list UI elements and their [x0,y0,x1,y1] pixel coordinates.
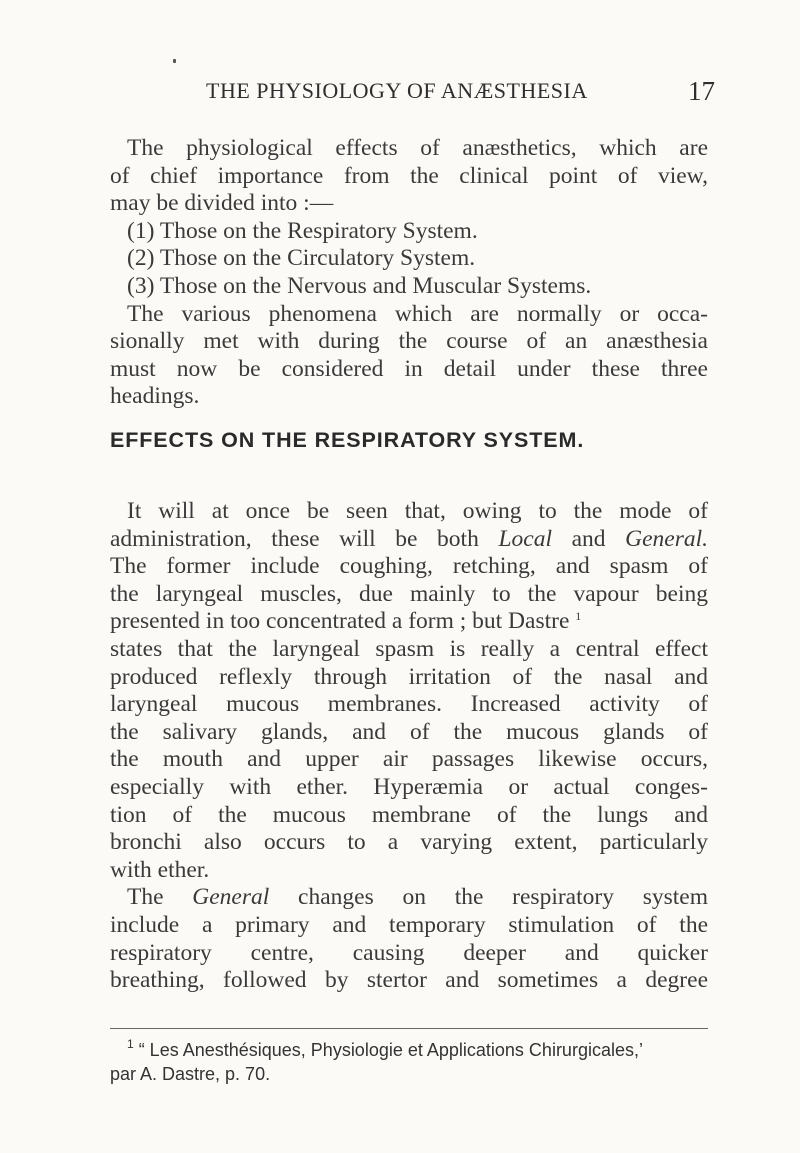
text-line: with ether. [110,856,210,883]
running-title: THE PHYSIOLOGY OF ANÆSTHESIA [206,78,588,103]
text-line: laryngeal mucous membranes. Increased activity of [110,691,708,718]
footnote [110,1038,708,1086]
text-line [110,884,708,912]
text-line: The former include coughing, retching, and spasm of [110,553,708,580]
text-line: respiratory centre, causing deeper and quicker [110,939,708,966]
italic-term: Local [498,525,552,552]
text-run: changes on the respiratory system [269,884,708,911]
text-line: states that the laryngeal spasm is really a central effect [110,635,708,662]
text-line: It will at once be seen that, owing to the mode of [127,498,708,524]
list-item: (2) Those on the Circulatory System. [127,245,476,272]
text-line: breathing, followed by stertor and sometimes a degree [110,967,708,994]
italic-term: General. [625,525,708,552]
text-line [110,608,708,636]
text-run: and [551,525,626,552]
text-line: the salivary glands, and of the mucous glands of [110,718,708,745]
footnote-divider [110,1028,708,1029]
footnote-reference[interactable]: 1 [575,609,582,624]
text-run: administration, these will be both [110,525,499,552]
text-line: the mouth and upper air passages likewise occurs, [110,746,708,773]
text-line: the laryngeal muscles, due mainly to the vapour being [110,580,708,607]
text-run: The [127,884,193,911]
list-item: (1) Those on the Respiratory System. [127,217,478,244]
page-number: 17 [688,76,715,106]
text-line: of chief importance from the clinical point of view, [110,162,708,189]
text-line: may be divided into :— [110,190,334,217]
text-line: especially with ether. Hyperæmia or actual conges- [110,773,708,800]
text-line: include a primary and temporary stimulation of the [110,911,708,938]
intro-paragraph [110,135,708,411]
footnote-line: par A. Dastre, p. 70. [110,1064,271,1084]
list-item: (3) Those on the Nervous and Muscular Systems. [127,272,592,299]
print-mark [173,59,176,63]
text-line: The various phenomena which are normally or occa- [127,300,708,327]
section-heading: EFFECTS ON THE RESPIRATORY SYSTEM. [110,428,585,452]
footnote-text: “ Les Anesthésiques, Physiologie et Applications Chirurgicales,’ [133,1040,643,1060]
text-line: headings. [110,383,200,410]
footnote-marker: 1 [127,1037,134,1051]
text-line: produced reflexly through irritation of the nasal and [110,663,708,690]
italic-term: General [192,884,270,911]
text-line [110,526,708,554]
text-line: bronchi also occurs to a varying extent, particularly [110,829,708,856]
footnote-line [110,1038,708,1062]
text-run: presented in too concentrated a form ; but Dastre [110,608,570,635]
text-line: must now be considered in detail under these three [110,355,708,382]
section-body [110,498,708,995]
text-line: The physiological effects of anæsthetics, which are [127,135,708,161]
text-line: sionally met with during the course of an anæsthesia [110,328,708,355]
text-line: tion of the mucous membrane of the lungs and [110,801,708,828]
